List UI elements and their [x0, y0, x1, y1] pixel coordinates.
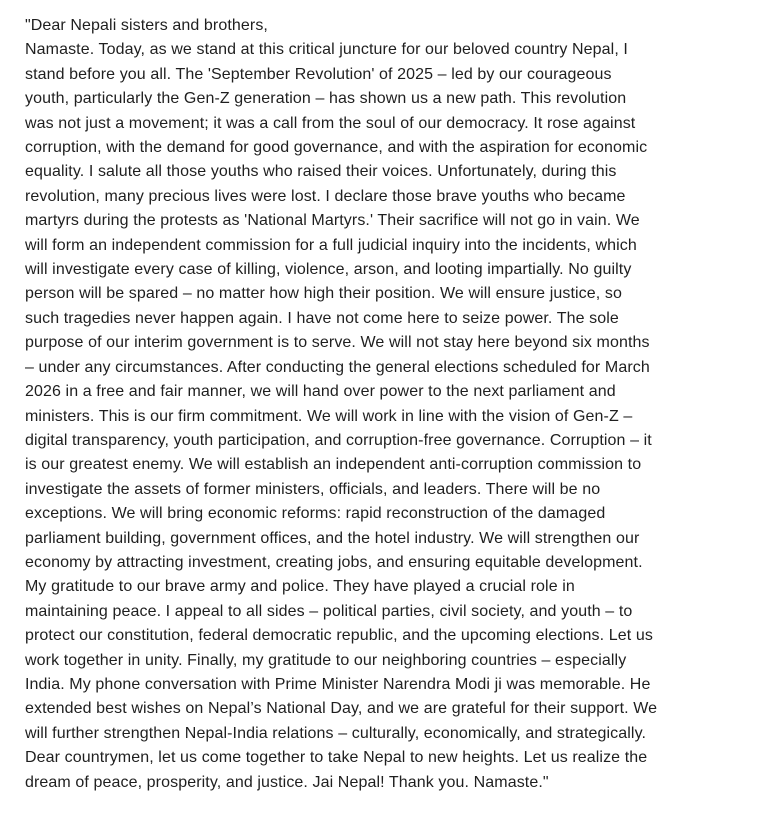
speech-text	[25, 14, 750, 795]
text-line: equality. I salute all those youths who raised their voices. Unfortunately, during this	[25, 163, 617, 181]
text-line: economy by attracting investment, creating jobs, and ensuring equitable development.	[25, 553, 643, 571]
text-line: – under any circumstances. After conducting the general elections scheduled for March	[25, 358, 650, 376]
text-line: 2026 in a free and fair manner, we will hand over power to the next parliament and	[25, 383, 616, 401]
text-line: dream of peace, prosperity, and justice. Jai Nepal! Thank you. Namaste."	[25, 773, 549, 791]
text-line: will further strengthen Nepal-India relations – culturally, economically, and strategically.	[25, 724, 647, 742]
text-line: maintaining peace. I appeal to all sides – political parties, civil society, and youth – to	[25, 602, 633, 620]
text-line: protect our constitution, federal democratic republic, and the upcoming elections. Let us	[25, 627, 653, 645]
text-line: work together in unity. Finally, my gratitude to our neighboring countries – especially	[25, 651, 627, 669]
text-line: corruption, with the demand for good governance, and with the aspiration for economic	[25, 139, 648, 157]
text-line: such tragedies never happen again. I have not come here to seize power. The sole	[25, 309, 619, 327]
text-line: ministers. This is our firm commitment. We will work in line with the vision of Gen-Z –	[25, 407, 633, 425]
text-line: exceptions. We will bring economic reforms: rapid reconstruction of the damaged	[25, 505, 606, 523]
text-line: youth, particularly the Gen-Z generation – has shown us a new path. This revolution	[25, 90, 627, 108]
text-line: purpose of our interim government is to serve. We will not stay here beyond six months	[25, 334, 650, 352]
text-line: My gratitude to our brave army and police. They have played a crucial role in	[25, 578, 575, 596]
text-line: digital transparency, youth participation, and corruption-free governance. Corruption – it	[25, 431, 652, 449]
text-line: will investigate every case of killing, violence, arson, and looting impartially. No guilty	[25, 261, 632, 279]
text-line: parliament building, government offices, and the hotel industry. We will strengthen our	[25, 529, 640, 547]
text-line: stand before you all. The 'September Revolution' of 2025 – led by our courageous	[25, 65, 612, 83]
text-line: will form an independent commission for a full judicial inquiry into the incidents, which	[25, 236, 637, 254]
text-line: "Dear Nepali sisters and brothers,	[25, 17, 268, 34]
text-line: Namaste. Today, as we stand at this critical juncture for our beloved country Nepal, I	[25, 41, 628, 59]
text-line: investigate the assets of former ministers, officials, and leaders. There will be no	[25, 480, 601, 498]
text-line: martyrs during the protests as 'National Martyrs.' Their sacrifice will not go in vain. We	[25, 212, 640, 230]
text-line: was not just a movement; it was a call from the soul of our democracy. It rose against	[25, 114, 636, 132]
text-line: extended best wishes on Nepal’s National Day, and we are grateful for their support. We	[25, 700, 658, 718]
text-line: is our greatest enemy. We will establish an independent anti-corruption commission to	[25, 456, 642, 474]
text-line: person will be spared – no matter how high their position. We will ensure justice, so	[25, 285, 622, 303]
text-line: revolution, many precious lives were lost. I declare those brave youths who became	[25, 187, 626, 205]
text-line: India. My phone conversation with Prime Minister Narendra Modi ji was memorable. He	[25, 675, 651, 693]
text-line: Dear countrymen, let us come together to take Nepal to new heights. Let us realize the	[25, 749, 648, 767]
